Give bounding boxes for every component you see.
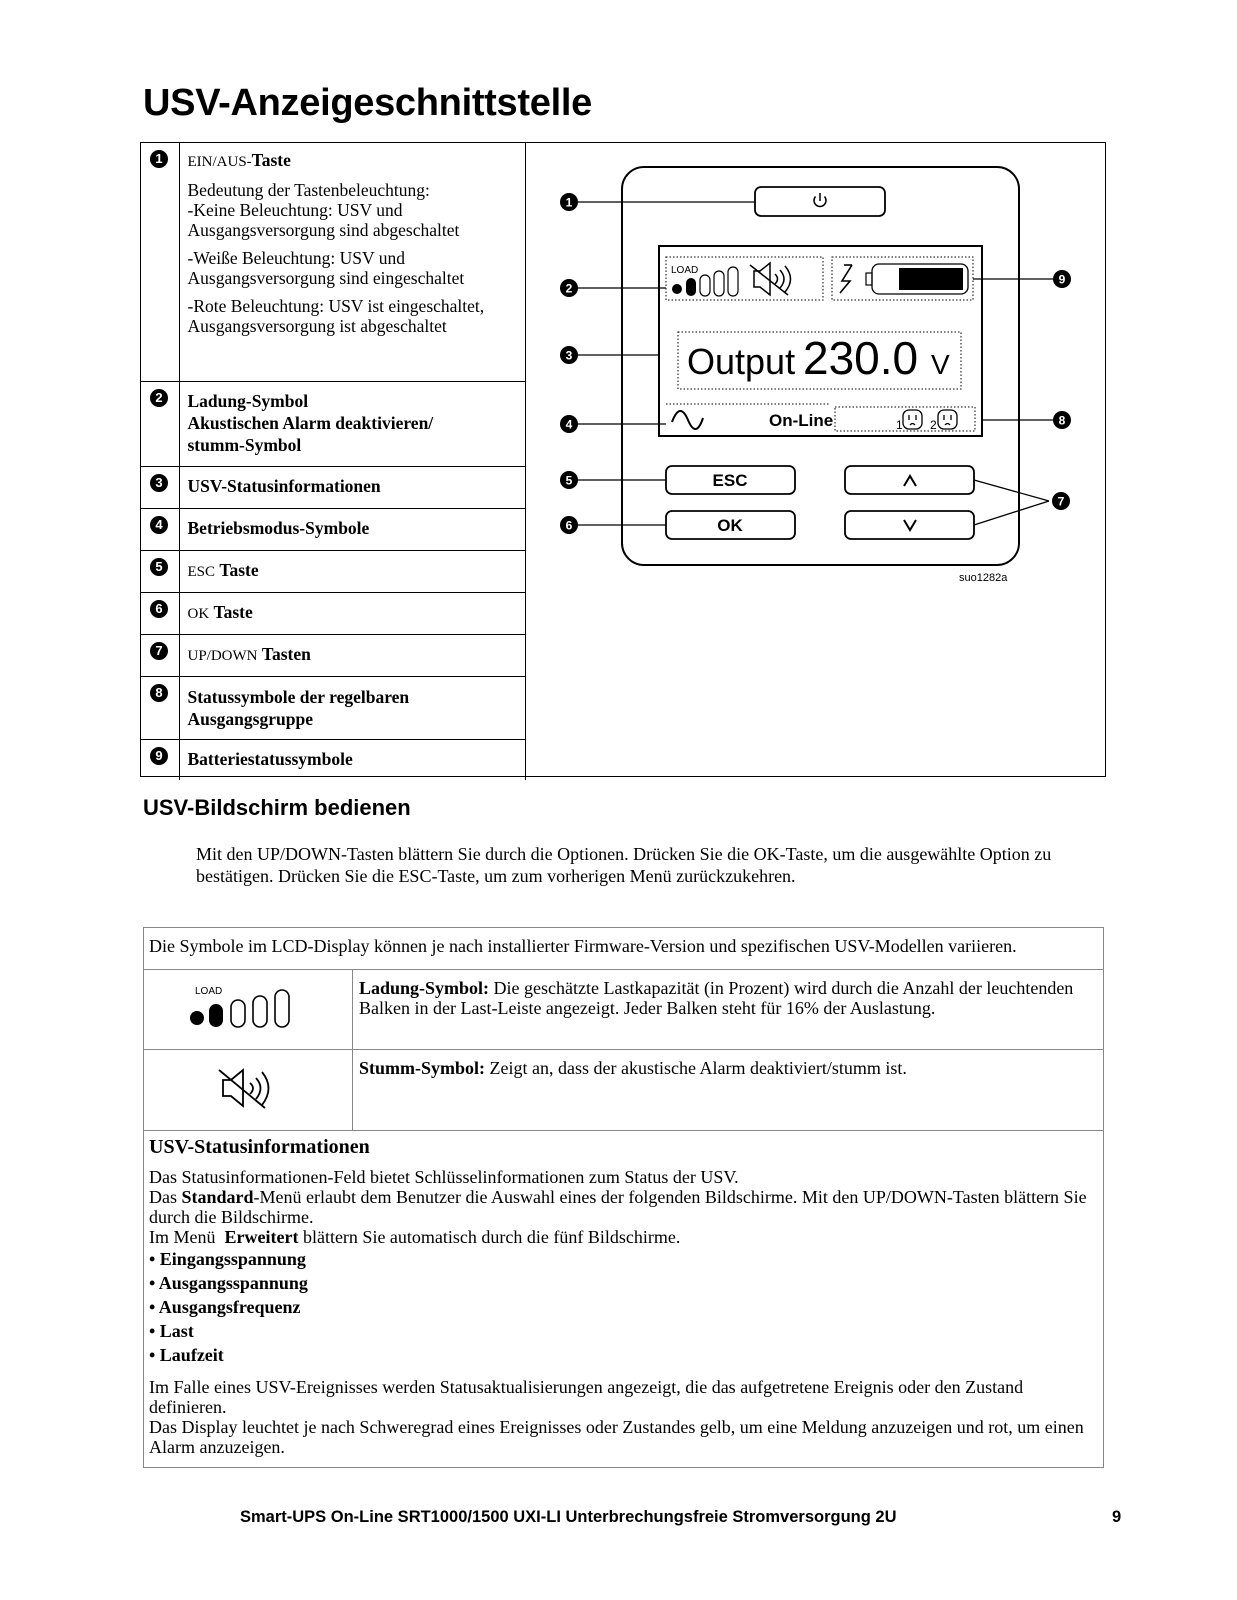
legend-label: Taste: [213, 601, 253, 622]
legend-label: Betriebsmodus-Symbole: [187, 517, 370, 538]
figure-id: suo1282a: [959, 572, 1008, 584]
callout-number: 3: [565, 348, 573, 363]
output-value: 230.0: [803, 332, 919, 384]
description: Die geschätzte Lastkapazität (in Prozent) wird durch die Anzahl der leuchtenden Balken in der Last-Leiste angezeigt. Jeder Balken steht für 16% der Auslastung.: [359, 978, 1074, 1018]
intro-paragraph: Mit den UP/DOWN-Tasten blättern Sie durch die Optionen. Drücken Sie die OK-Taste, um die ausgewählte Option zu bestätigen. Drücken Sie die ESC-Taste, um zum vorherigen Menü zurückzukehren.: [196, 844, 1052, 886]
status-paragraph: Im Falle eines USV-Ereignisses werden Statusaktualisierungen angezeigt, die das aufgetretene Ereignis oder den Zustand definieren.: [149, 1377, 1024, 1417]
bullet-item: • Ausgangsfrequenz: [149, 1297, 301, 1317]
legend-row: [141, 550, 526, 592]
symbols-table: [143, 927, 1104, 1468]
description: Zeigt an, dass der akustische Alarm deaktiviert/stumm ist.: [485, 1058, 907, 1078]
bullet-item: • Laufzeit: [149, 1345, 224, 1365]
outlet-group-2-label: 2: [930, 418, 937, 432]
legend-paragraph: Bedeutung der Tastenbeleuchtung: -Keine Beleuchtung: USV und Ausgangsversorgung sind abgeschaltet: [187, 180, 460, 240]
callout-number: 1: [565, 195, 573, 210]
lightning-icon: [840, 265, 852, 293]
load-icon: [183, 980, 313, 1034]
legend-row: [141, 381, 526, 466]
load-icon-cell: [144, 970, 353, 1050]
mute-icon: [750, 263, 791, 295]
legend-table: [141, 143, 526, 780]
outlet-group-1-label: 1: [896, 418, 903, 432]
legend-label: USV-Statusinformationen: [187, 475, 381, 496]
footer-title: Smart-UPS On-Line SRT1000/1500 UXI-LI Unterbrechungsfreie Stromversorgung 2U: [240, 1508, 897, 1526]
down-arrow-icon: [904, 520, 916, 530]
legend-label: Ladung-Symbol Akustischen Alarm deaktivieren/ stumm-Symbol: [187, 390, 434, 455]
legend-row: [141, 676, 526, 739]
legend-label: Taste: [251, 150, 291, 170]
ups-panel-diagram: [526, 143, 1106, 776]
legend-label-prefix: ESC: [187, 563, 216, 580]
status-line: Das Standard-Menü erlaubt dem Benutzer die Auswahl eines der folgenden Bildschirme. Mit den UP/DOWN-Tasten blättern Sie durch die Bildschirme.: [149, 1187, 1087, 1227]
legend-label: Batteriestatussymbole: [187, 748, 353, 769]
load-symbol-description: [353, 970, 1104, 1050]
status-line: Im Menü Erweitert blättern Sie automatisch durch die fünf Bildschirme.: [149, 1227, 681, 1247]
load-label: LOAD: [671, 265, 699, 276]
bullet-item: • Last: [149, 1321, 194, 1341]
down-button: [845, 511, 974, 539]
callout-badge: 6: [150, 600, 168, 618]
callout-badge: 2: [150, 389, 168, 407]
legend-label-prefix: OK: [187, 605, 210, 622]
legend-row: [141, 143, 526, 381]
legend-label: Statussymbole der regelbaren Ausgangsgruppe: [187, 686, 410, 729]
power-icon: [814, 193, 826, 206]
callout-badge: 8: [150, 684, 168, 702]
callout-badge: 1: [150, 150, 168, 168]
callout-badge: 9: [150, 747, 168, 765]
mode-text: On-Line: [769, 411, 834, 430]
table-row: [144, 1131, 1104, 1468]
table-row: [144, 970, 1104, 1050]
callout-badge: 4: [150, 516, 168, 534]
callout-number: 8: [1058, 413, 1066, 428]
section-heading: USV-Bildschirm bedienen: [143, 795, 411, 820]
symbols-note: Die Symbole im LCD-Display können je nach installierter Firmware-Version und spezifischen USV-Modellen variieren.: [144, 928, 1104, 970]
status-info-cell: [144, 1131, 1104, 1468]
bullet-item: • Eingangsspannung: [149, 1249, 306, 1269]
legend-label-prefix: EIN/AUS-: [187, 154, 252, 170]
legend-row: [141, 634, 526, 676]
esc-label: ESC: [712, 471, 748, 490]
callout-number: 4: [565, 417, 573, 432]
legend-label: Taste: [219, 559, 259, 580]
page-title: USV-Anzeigeschnittstelle: [143, 82, 592, 124]
status-title: USV-Statusinformationen: [149, 1136, 370, 1158]
mute-symbol-description: [353, 1050, 1104, 1131]
callout-number: 6: [565, 518, 573, 533]
bullet-item: • Ausgangsspannung: [149, 1273, 308, 1293]
mute-icon: [213, 1062, 283, 1114]
legend-label-prefix: UP/DOWN: [187, 647, 258, 664]
callout-number: 9: [1058, 272, 1066, 287]
legend-row: [141, 592, 526, 634]
term: Stumm-Symbol:: [359, 1058, 486, 1078]
callout-badge: 5: [150, 558, 168, 576]
output-label: Output: [687, 341, 796, 382]
legend-paragraph: -Rote Beleuchtung: USV ist eingeschaltet, Ausgangsversorgung ist abgeschaltet: [187, 296, 485, 336]
legend-row: [141, 739, 526, 780]
legend-row: [141, 508, 526, 550]
outlet-icon: [938, 410, 957, 429]
term: Ladung-Symbol:: [359, 978, 490, 998]
legend-row: [141, 466, 526, 508]
status-paragraph: Das Display leuchtet je nach Schweregrad eines Ereignisses oder Zustandes gelb, um eine Meldung anzuzeigen und rot, um einen Alarm anzuzeigen.: [149, 1417, 1084, 1457]
legend-paragraph: -Weiße Beleuchtung: USV und Ausgangsversorgung sind eingeschaltet: [187, 248, 465, 288]
up-button: [845, 466, 974, 494]
display-interface-legend: [140, 142, 1106, 777]
callout-badge: 3: [150, 474, 168, 492]
up-arrow-icon: [904, 476, 916, 486]
page-number: 9: [1112, 1508, 1122, 1526]
outlet-icon: [903, 410, 922, 429]
mute-icon-cell: [144, 1050, 353, 1131]
ok-label: OK: [717, 516, 743, 535]
status-line: Das Statusinformationen-Feld bietet Schlüsselinformationen zum Status der USV.: [149, 1167, 739, 1187]
output-unit: V: [931, 349, 950, 380]
callout-number: 5: [565, 473, 573, 488]
sine-wave-icon: [672, 411, 703, 429]
legend-label: Tasten: [261, 643, 311, 664]
table-row: [144, 928, 1104, 970]
battery-icon: [866, 264, 968, 294]
callout-number: 2: [565, 281, 573, 296]
callout-number: 7: [1057, 494, 1065, 509]
table-row: [144, 1050, 1104, 1131]
power-button: [755, 187, 885, 216]
callout-badge: 7: [150, 642, 168, 660]
load-icon-label: LOAD: [195, 986, 223, 997]
